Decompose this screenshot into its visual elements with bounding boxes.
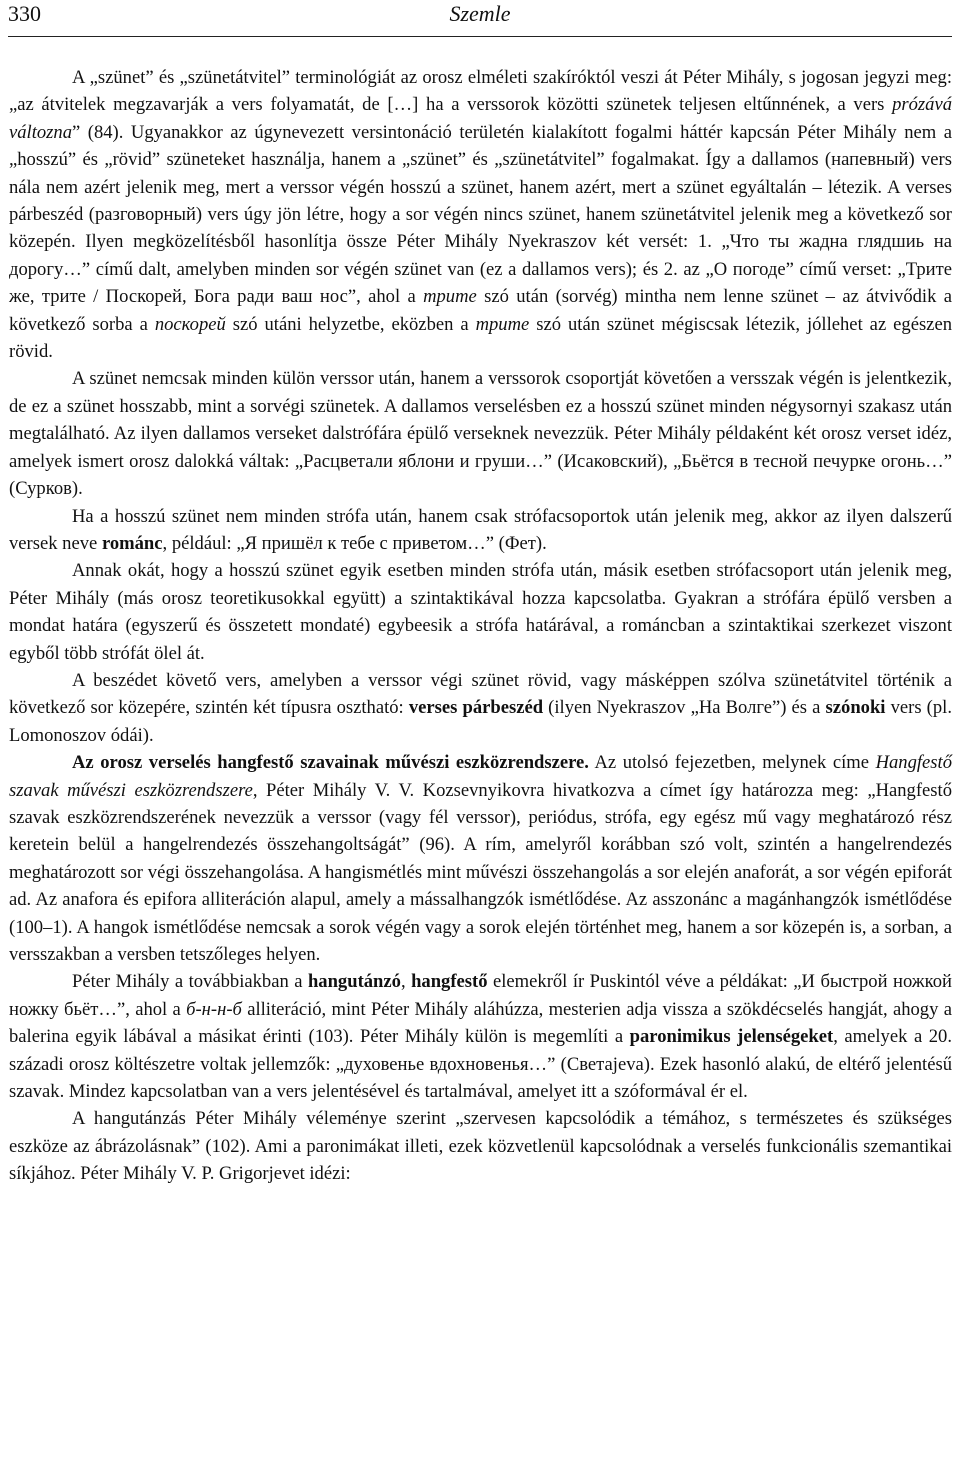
italic-text: поскорей [154,313,226,335]
bold-text: szónoki [825,697,886,719]
text-run: A „szünet” és „szünetátvitel” terminológiát az orosz elméleti szakíróktól veszi át Péter Mihály, s jogosan jegyzi meg: „az átvitelek megzavarják a vers folyamatát, de […] ha a verssorok közötti szünetek teljesen eltűnnének, a vers [9,67,952,116]
text-run: vers (pl. Lomonoszov ódái). [9,697,952,746]
article-body [9,64,952,1188]
text-run: , [400,971,412,993]
text-run: A beszédet követő vers, amelyben a verssor végi szünet rövid, vagy másképpen szólva szünetátvitel történik a következő sor közepére, szintén két típusra osztható: [9,669,952,719]
italic-text: Hangfestő szavak művészi eszközrendszere [9,752,952,801]
italic-text: трите [475,313,530,335]
paragraph [9,968,952,1105]
paragraph [9,64,952,365]
bold-text: hangutánzó [307,971,401,993]
bold-text: románc [101,532,163,554]
bold-text: Az orosz verselés hangfestő szavainak művészi eszközrendszere. [72,752,589,774]
text-run: ” (84). Ugyanakkor az úgynevezett versintonáció területén kialakított fogalmi háttér kapcsán Péter Mihály nem a „hosszú” és „rövid” szüneteket használja, hanem a „szünet” és „szünetátvitel” fogalmakat. Így a dallamos (напевный) vers nála nem azért jelenik meg, mert a verssor végén hosszú a szünet, hanem azért, mert a szünet egyáltalán – létezik. A verses párbeszéd (разговорный) vers úgy jön létre, hogy a sor végén nincs szünet, hanem szünetátvitel jelenik meg a következő sor közepén. Ilyen megközelítésből hasonlítja össze Péter Mihály Nyekraszov két versét: 1. „Что ты жадна глядшиь на дорогу…” című dalt, amelyben minden sor végén szünet van (ez a dallamos vers); és 2. az „О погоде” című verset: „Трите же, трите / Поскорей, Бога ради ваш нос”, ahol a [9,121,952,308]
text-run: szó után (sorvég) mintha nem lenne szünet – az átvivődik a következő sorba a [9,286,952,335]
text-run: Annak okát, hogy a hosszú szünet egyik esetben minden strófa után, másik esetben strófacsoport után jelenik meg, Péter Mihály (más orosz teoretikusokkal együtt) a szintaktikával hozza kapcsolatba. Gyakran a strófára épülő versben a mondat határa (egyszerű és összetett mondaté) egybeesik a strófa határával, a románcban a szintaktikai szerkezet viszont egyből több strófát ölel át. [9,560,952,664]
text-run: Ha a hosszú szünet nem minden strófa után, hanem csak strófacsoportok után jelenik meg, akkor az ilyen dalszerű versek neve [9,505,952,554]
page-header [0,0,960,36]
page-number: 330 [8,1,41,26]
text-run: , amelyek a 20. századi orosz költészetre voltak jellemzők: „духовенье вдохновенья…” (Светаjeva). Ezek hasonló alakú, de eltérő jelentésű szavak. Mindez kapcsolatban van a vers jelentésével és tartalmával, amelyet itt a szóformával ér el. [9,1026,952,1103]
running-title: Szemle [449,1,511,26]
paragraph [9,667,952,749]
italic-text: трите [423,286,477,308]
text-run: elemekről ír Puskintól véve a példákat: „И быстрой ножкой ножку бьёт…”, ahol a [9,971,952,1020]
text-run: , például: „Я пришёл к тебе с приветом…” (Фет). [162,532,547,554]
text-run: Péter Mihály a továbbiakban a [72,971,308,993]
text-run: Az utolsó fejezetben, melynek címe [588,752,876,774]
bold-text: hangfestő [411,971,488,993]
text-run: , Péter Mihály V. V. Kozsevnyikovra hivatkozva a címet így határozza meg: „Hangfestő szavak eszközrendszerének nevezzük a verssor (vagy fél verssor), periódus, strófa, egy egész mű vagy meghatározó rész keretein belül a hangelrendezés összehangoltságát” (96). A rím, amelyről korábban szó volt, szintén a hangelrendezés meghatározott sor végi összehangolása. A hangismétlés mint művészi összehangolás a sor elején anaforát, a sor végén epiforát ad. Az anafora és epifora alliteráción alapul, amely a mássalhangzók ismétlődése. Az asszonánc a magánhangzók ismétlődése (100–1). A hangok ismétlődése nemcsak a sorok végén vagy a sorok elején történhet meg, hanem a sor közepén is, a sorban, a versszakban a versben tetszőleges helyen. [9,779,952,965]
bold-text: paronimikus jelenségeket [629,1026,834,1048]
paragraph [9,503,952,558]
text-run: A hangutánzás Péter Mihály véleménye szerint „szervesen kapcsolódik a témához, s természetes és szükséges eszköze az ábrázolásnak” (102). Ami a paronimákat illeti, ezek közvetlenül kapcsolódnak a verselés funkcionális szemantikai síkjához. Péter Mihály V. P. Grigorjevet idézi: [9,1108,952,1185]
bold-text: verses párbeszéd [408,697,544,719]
paragraph [9,365,952,502]
paragraph [9,557,952,667]
italic-text: б-н-н-б [186,998,242,1020]
text-run: alliteráció, mint Péter Mihály aláhúzza, mesterien adja vissza a szökdécselés hangját, ahogy a balerina egyik lábával a másikat érinti (103). Péter Mihály külön is megemlíti a [9,998,952,1048]
text-run: (ilyen Nyekraszov „На Волге”) és a [543,697,826,719]
text-run: szó után szünet mégiscsak létezik, jóllehet az egészen rövid. [9,313,952,363]
italic-text: prózává változna [9,94,952,143]
text-run: A szünet nemcsak minden külön verssor után, hanem a verssorok csoportját követően a versszak végén is jelentkezik, de ez a szünet hosszabb, mint a sorvégi szünetek. A dallamos verselésben ez a hosszú szünet minden négysornyi szakasz után megtalálható. Az ilyen dallamos verseket dalstrófára épülő verseknek nevezzük. Péter Mihály példaként két orosz verset idéz, amelyek ismert orosz dalokká váltak: „Расцветали яблони и груши…” (Исаковский), „Бьётся в тесной печурке огонь…” (Сурков). [9,368,952,500]
text-run: szó utáni helyzetbe, eközben a [225,313,476,335]
paragraph [9,1105,952,1187]
header-rule [8,36,952,37]
paragraph [9,749,952,968]
